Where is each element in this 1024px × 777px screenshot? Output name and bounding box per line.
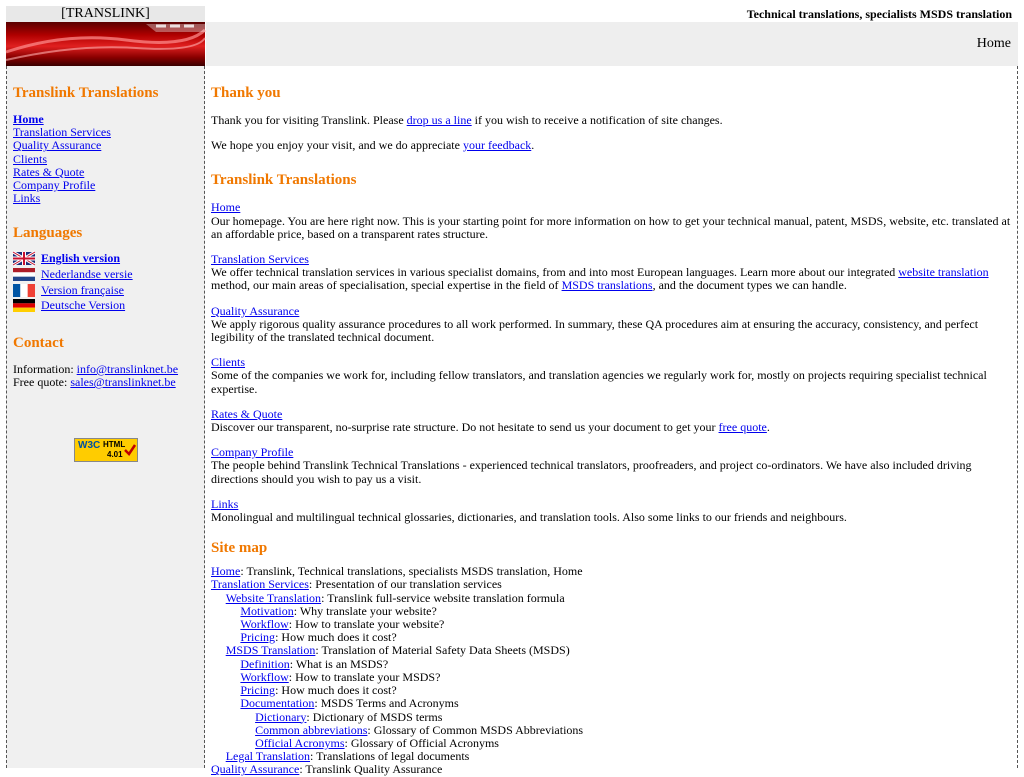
sidebar-nav-links[interactable]: Links bbox=[13, 191, 41, 206]
w3c-html-badge[interactable] bbox=[74, 438, 138, 462]
main-content bbox=[205, 66, 1018, 777]
sitemap-link[interactable]: Motivation bbox=[240, 603, 294, 618]
thanks-paragraph-2: We hope you enjoy your visit, and we do appreciate your feedback. bbox=[211, 138, 535, 153]
sitemap-link[interactable]: Documentation bbox=[240, 696, 315, 711]
banner-image bbox=[6, 22, 205, 66]
checkmark-icon bbox=[123, 443, 137, 457]
your-feedback-link[interactable]: your feedback bbox=[462, 138, 532, 153]
badge-w3c-text: W3C bbox=[78, 440, 101, 451]
sidebar-nav-company-profile[interactable]: Company Profile bbox=[13, 178, 96, 193]
sitemap-link[interactable]: Common abbreviations bbox=[255, 722, 368, 737]
site-logo-text: [TRANSLINK] bbox=[61, 6, 150, 21]
entry-services: Translation Services We offer technical translation services in various specialist domains, from and into most European languages. Learn more about our integrated website translation method, our main areas of specialisation, special expertise in the field of MSDS translations, and the document types we can handle. bbox=[211, 252, 989, 293]
badge-html-text: HTML bbox=[103, 440, 126, 449]
sitemap-description: : Glossary of Official Acronyms bbox=[344, 735, 499, 750]
lang-german-link[interactable]: Deutsche Version bbox=[41, 298, 126, 313]
sitemap-description: : Translink Quality Assurance bbox=[299, 762, 443, 777]
entry-home bbox=[211, 201, 1011, 241]
free-quote-link[interactable]: free quote bbox=[718, 420, 767, 435]
entry-qa-text: We apply rigorous quality assurance procedures to all work performed. In summary, these QA procedures aim at ensuring the accuracy, consistency, and perfect legibility of the translated technical document. bbox=[211, 316, 979, 345]
sitemap-link[interactable]: Pricing bbox=[240, 630, 276, 645]
de-flag-icon bbox=[13, 299, 35, 312]
entry-clients-link[interactable]: Clients bbox=[211, 355, 246, 370]
sitemap-description: : Dictionary of MSDS terms bbox=[306, 709, 443, 724]
nl-flag-icon bbox=[13, 268, 35, 281]
contact-quote-label: Free quote: bbox=[13, 375, 71, 390]
translink-translations-title: Translink Translations bbox=[211, 172, 357, 189]
lang-dutch-link[interactable]: Nederlandse versie bbox=[41, 267, 133, 282]
sitemap-list bbox=[211, 565, 1011, 776]
website-translation-link[interactable]: website translation bbox=[898, 265, 989, 280]
languages-title: Languages bbox=[13, 225, 83, 241]
sidebar-nav-translation-services[interactable]: Translation Services bbox=[13, 125, 111, 140]
sidebar-title: Translink Translations bbox=[13, 85, 159, 101]
drop-us-a-line-link[interactable]: drop us a line bbox=[406, 113, 472, 127]
entry-home-text: Our homepage. You are here right now. This is your starting point for more information on how to get your technical manual, patent, MSDS, website, etc. translated at an affordable price, based on a transparent rates structure. bbox=[211, 213, 1011, 241]
contact-info-label: Information: bbox=[13, 362, 77, 376]
sitemap-description: : What is an MSDS? bbox=[289, 656, 389, 671]
entry-home-link[interactable]: Home bbox=[211, 200, 241, 215]
contact-quote-email[interactable]: sales@translinknet.be bbox=[70, 375, 176, 390]
top-nav-bar bbox=[206, 22, 1018, 66]
sitemap-link[interactable]: Website Translation bbox=[225, 590, 322, 605]
logo-area bbox=[6, 6, 205, 66]
sitemap-description: : How much does it cost? bbox=[275, 630, 397, 645]
msds-translations-link[interactable]: MSDS translations bbox=[561, 278, 653, 293]
top-nav-home-link[interactable]: Home bbox=[976, 36, 1011, 51]
sitemap-link[interactable]: Quality Assurance bbox=[211, 762, 300, 777]
fr-flag-icon bbox=[13, 284, 35, 297]
sitemap-link[interactable]: Pricing bbox=[240, 683, 276, 698]
lang-english-link[interactable]: English version bbox=[41, 251, 121, 266]
sidebar-nav-quality-assurance[interactable]: Quality Assurance bbox=[13, 138, 102, 153]
sitemap-link[interactable]: Translation Services bbox=[211, 577, 309, 592]
sitemap-link[interactable]: MSDS Translation bbox=[225, 643, 316, 658]
contact-title: Contact bbox=[13, 335, 64, 351]
contact-info-email[interactable]: info@translinknet.be bbox=[76, 362, 179, 376]
entry-links-text: Monolingual and multilingual technical glossaries, dictionaries, and translation tools. Also some links to our friends and neighbours. bbox=[211, 510, 847, 525]
sitemap-description: : Translink full-service website translation formula bbox=[321, 590, 565, 605]
thanks-title: Thank you bbox=[211, 85, 281, 101]
sidebar-nav bbox=[13, 113, 111, 205]
sidebar-nav-home[interactable]: Home bbox=[13, 112, 44, 126]
sitemap-link[interactable]: Official Acronyms bbox=[255, 735, 345, 750]
sitemap-description: : Translink, Technical translations, specialists MSDS translation, Home bbox=[240, 564, 583, 579]
sitemap-link[interactable]: Workflow bbox=[240, 617, 289, 632]
sitemap-description: : Why translate your website? bbox=[293, 603, 437, 618]
sitemap-description: : Presentation of our translation services bbox=[308, 577, 502, 592]
sitemap-title: Site map bbox=[211, 540, 268, 557]
sitemap-description: : Translation of Material Safety Data Sheets (MSDS) bbox=[315, 643, 570, 658]
sitemap-description: : How much does it cost? bbox=[275, 683, 397, 698]
entry-services-link[interactable]: Translation Services bbox=[211, 252, 309, 267]
uk-flag-icon bbox=[13, 252, 35, 265]
entry-qa-link[interactable]: Quality Assurance bbox=[211, 303, 300, 318]
entry-quality-assurance bbox=[211, 305, 1011, 345]
sidebar-nav-clients[interactable]: Clients bbox=[13, 151, 48, 166]
entry-company-profile bbox=[211, 446, 1011, 486]
sitemap-description: : How to translate your website? bbox=[288, 617, 445, 632]
entry-clients bbox=[211, 356, 1011, 396]
site-tagline: Technical translations, specialists MSDS translation bbox=[746, 7, 1012, 21]
sitemap-link[interactable]: Dictionary bbox=[255, 709, 307, 724]
sitemap-link[interactable]: Definition bbox=[240, 656, 290, 671]
entry-rates-link[interactable]: Rates & Quote bbox=[211, 406, 283, 421]
sidebar-nav-rates-quote[interactable]: Rates & Quote bbox=[13, 164, 85, 179]
entry-profile-link[interactable]: Company Profile bbox=[211, 445, 294, 460]
thanks-paragraph-1: Thank you for visiting Translink. Please drop us a line if you wish to receive a notification of site changes. bbox=[211, 113, 723, 127]
sitemap-description: : Glossary of Common MSDS Abbreviations bbox=[367, 722, 584, 737]
entry-clients-text: Some of the companies we work for, including fellow translators, and translation agencies we regularly work for, mostly on projects requiring specialist technical expertise. bbox=[211, 368, 987, 396]
sitemap-link[interactable]: Legal Translation bbox=[225, 749, 311, 764]
sitemap-description: : Translations of legal documents bbox=[310, 749, 470, 764]
language-list bbox=[13, 251, 133, 314]
entry-links-link[interactable]: Links bbox=[211, 496, 239, 511]
sitemap-link[interactable]: Workflow bbox=[240, 669, 289, 684]
sidebar bbox=[6, 66, 205, 768]
entry-profile-text: The people behind Translink Technical Translations - experienced technical translators, proofreaders, and project co-ordinators. We have also included driving directions should you wish to pay us a visit. bbox=[211, 458, 972, 486]
sitemap-description: : MSDS Terms and Acronyms bbox=[314, 696, 459, 711]
sitemap-description: : How to translate your MSDS? bbox=[288, 669, 441, 684]
lang-french-link[interactable]: Version française bbox=[41, 282, 124, 297]
sitemap-link[interactable]: Home bbox=[211, 564, 241, 579]
badge-version-text: 4.01 bbox=[107, 450, 123, 459]
contact-block bbox=[13, 363, 178, 389]
entry-rates: Rates & Quote Discover our transparent, no-surprise rate structure. Do not hesitate to send us your document to get your free quote. bbox=[211, 406, 770, 435]
sitemap-item bbox=[211, 763, 1011, 776]
entry-links bbox=[211, 498, 1011, 524]
